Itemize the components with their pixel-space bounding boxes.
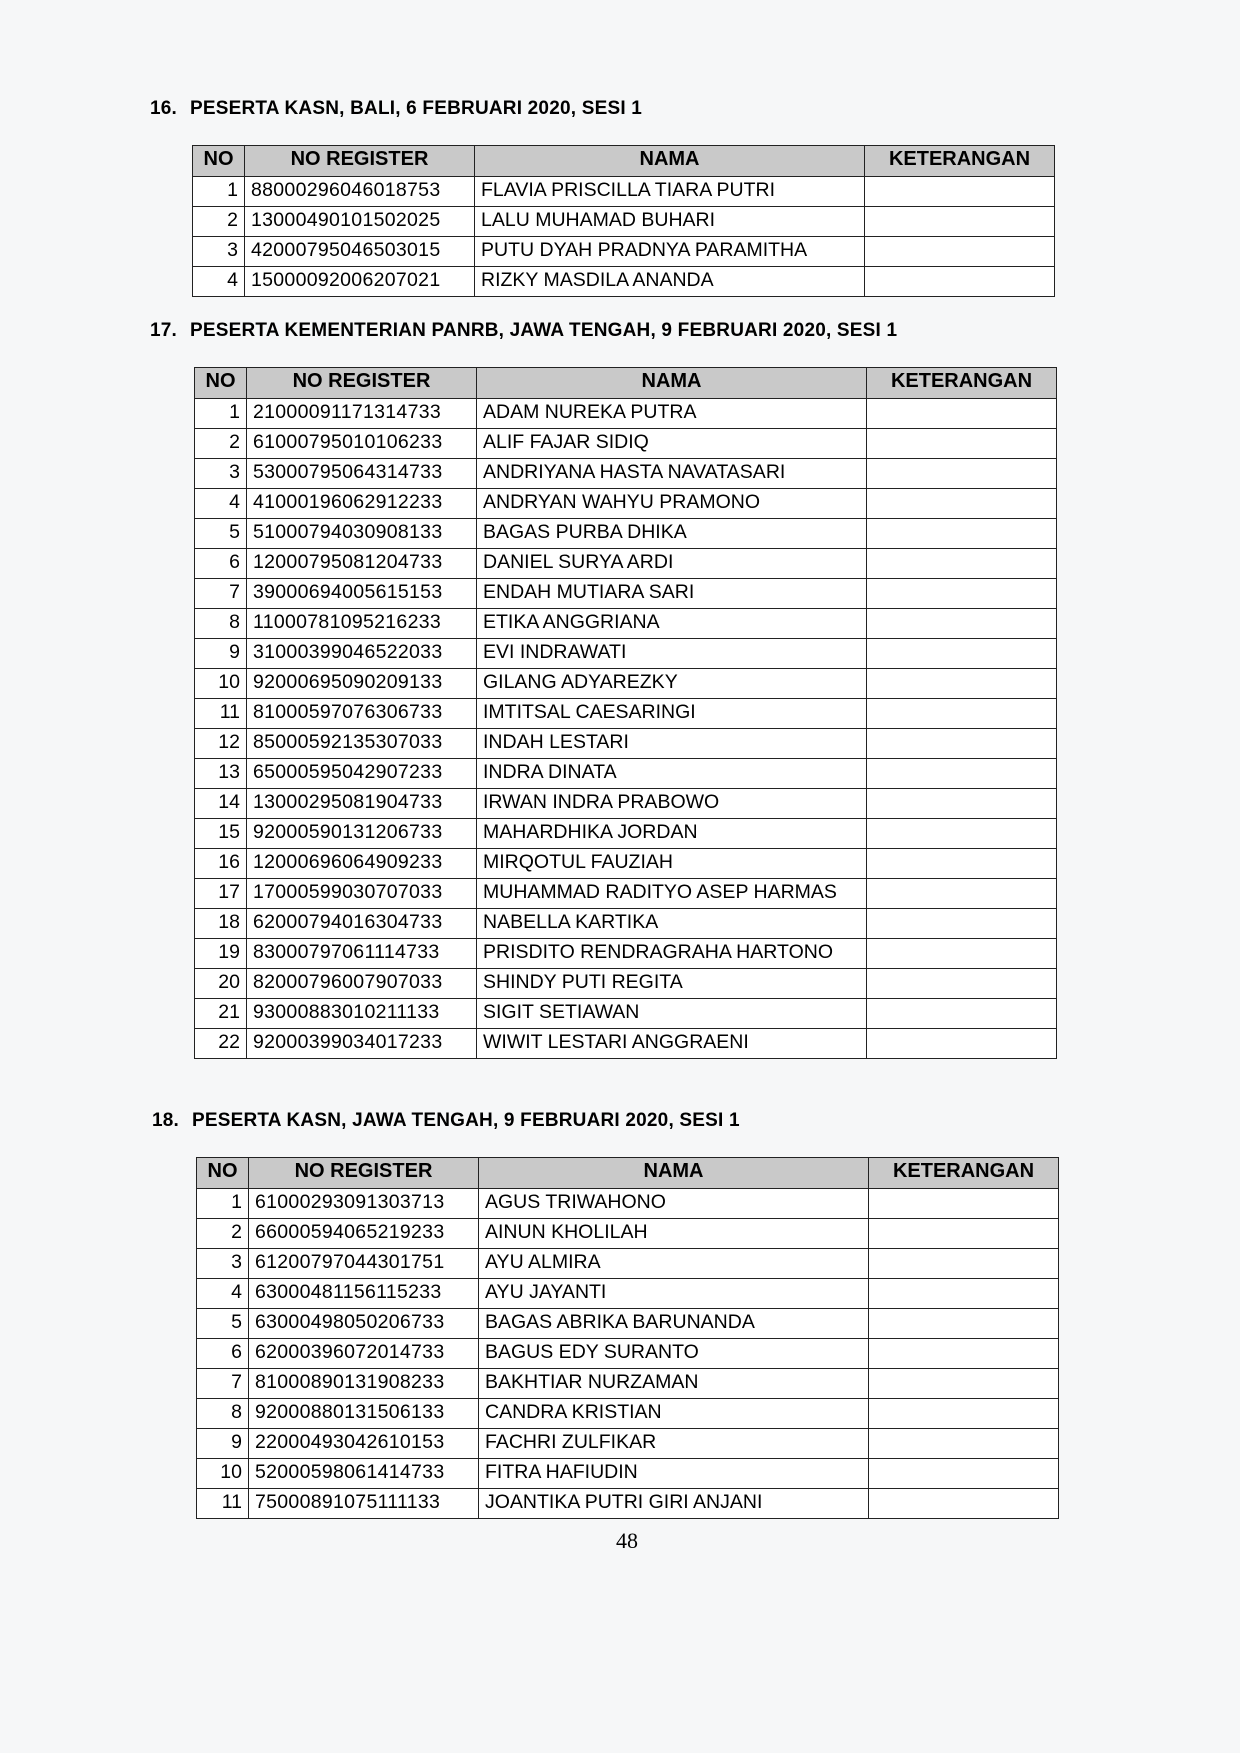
cell-no: 20 — [195, 969, 247, 999]
table-row — [193, 177, 1055, 207]
table-header-row — [193, 146, 1055, 177]
page-number: 48 — [616, 1528, 638, 1553]
cell-register: 52000598061414733 — [249, 1459, 479, 1489]
cell-keterangan — [869, 1249, 1059, 1279]
cell-keterangan — [867, 939, 1057, 969]
cell-nama: FLAVIA PRISCILLA TIARA PUTRI — [475, 177, 865, 207]
cell-nama: INDRA DINATA — [477, 759, 867, 789]
cell-keterangan — [869, 1399, 1059, 1429]
header-register: NO REGISTER — [245, 146, 475, 177]
cell-no: 19 — [195, 939, 247, 969]
table-row — [197, 1429, 1059, 1459]
cell-keterangan — [865, 237, 1055, 267]
table-header-row — [197, 1158, 1059, 1189]
table-row — [193, 207, 1055, 237]
cell-register: 22000493042610153 — [249, 1429, 479, 1459]
cell-nama: PRISDITO RENDRAGRAHA HARTONO — [477, 939, 867, 969]
header-keterangan: KETERANGAN — [865, 146, 1055, 177]
cell-nama: INDAH LESTARI — [477, 729, 867, 759]
cell-keterangan — [867, 909, 1057, 939]
cell-no: 4 — [193, 267, 245, 297]
table-row — [195, 399, 1057, 429]
table-row — [195, 729, 1057, 759]
section-number: 18. — [152, 1110, 180, 1131]
cell-nama: LALU MUHAMAD BUHARI — [475, 207, 865, 237]
table-row — [195, 609, 1057, 639]
cell-register: 92000399034017233 — [247, 1029, 477, 1059]
cell-nama: EVI INDRAWATI — [477, 639, 867, 669]
table-row — [197, 1279, 1059, 1309]
cell-no: 18 — [195, 909, 247, 939]
cell-keterangan — [867, 999, 1057, 1029]
header-register: NO REGISTER — [249, 1158, 479, 1189]
table-row — [195, 999, 1057, 1029]
cell-keterangan — [869, 1279, 1059, 1309]
cell-keterangan — [869, 1339, 1059, 1369]
header-keterangan: KETERANGAN — [867, 368, 1057, 399]
cell-no: 10 — [197, 1459, 249, 1489]
table-row — [197, 1309, 1059, 1339]
cell-no: 2 — [197, 1219, 249, 1249]
section-heading: PESERTA KASN, BALI, 6 FEBRUARI 2020, SESI 1 — [190, 98, 643, 119]
cell-nama: FITRA HAFIUDIN — [479, 1459, 869, 1489]
cell-register: 53000795064314733 — [247, 459, 477, 489]
cell-no: 5 — [195, 519, 247, 549]
roster-table — [196, 1157, 1059, 1519]
cell-nama: MIRQOTUL FAUZIAH — [477, 849, 867, 879]
section-number: 16. — [150, 98, 178, 119]
cell-no: 15 — [195, 819, 247, 849]
cell-register: 17000599030707033 — [247, 879, 477, 909]
header-nama: NAMA — [477, 368, 867, 399]
table-row — [195, 759, 1057, 789]
cell-register: 41000196062912233 — [247, 489, 477, 519]
cell-no: 6 — [195, 549, 247, 579]
cell-register: 62000794016304733 — [247, 909, 477, 939]
cell-register: 15000092006207021 — [245, 267, 475, 297]
cell-register: 75000891075111133 — [249, 1489, 479, 1519]
cell-keterangan — [867, 429, 1057, 459]
cell-no: 4 — [197, 1279, 249, 1309]
header-keterangan: KETERANGAN — [869, 1158, 1059, 1189]
cell-register: 39000694005615153 — [247, 579, 477, 609]
cell-register: 21000091171314733 — [247, 399, 477, 429]
table-row — [195, 969, 1057, 999]
table-row — [195, 639, 1057, 669]
cell-no: 8 — [195, 609, 247, 639]
cell-nama: IRWAN INDRA PRABOWO — [477, 789, 867, 819]
cell-keterangan — [867, 489, 1057, 519]
cell-no: 7 — [197, 1369, 249, 1399]
cell-register: 81000597076306733 — [247, 699, 477, 729]
cell-no: 1 — [195, 399, 247, 429]
cell-no: 21 — [195, 999, 247, 1029]
cell-register: 92000880131506133 — [249, 1399, 479, 1429]
cell-register: 88000296046018753 — [245, 177, 475, 207]
cell-no: 11 — [195, 699, 247, 729]
cell-register: 83000797061114733 — [247, 939, 477, 969]
table-row — [197, 1339, 1059, 1369]
cell-nama: JOANTIKA PUTRI GIRI ANJANI — [479, 1489, 869, 1519]
cell-nama: ETIKA ANGGRIANA — [477, 609, 867, 639]
cell-nama: AGUS TRIWAHONO — [479, 1189, 869, 1219]
cell-nama: IMTITSAL CAESARINGI — [477, 699, 867, 729]
cell-register: 11000781095216233 — [247, 609, 477, 639]
cell-no: 17 — [195, 879, 247, 909]
table-row — [197, 1219, 1059, 1249]
cell-nama: BAGAS ABRIKA BARUNANDA — [479, 1309, 869, 1339]
cell-no: 16 — [195, 849, 247, 879]
cell-no: 3 — [197, 1249, 249, 1279]
cell-keterangan — [867, 1029, 1057, 1059]
cell-no: 4 — [195, 489, 247, 519]
cell-keterangan — [867, 819, 1057, 849]
cell-nama: BAKHTIAR NURZAMAN — [479, 1369, 869, 1399]
cell-register: 12000696064909233 — [247, 849, 477, 879]
cell-nama: AYU ALMIRA — [479, 1249, 869, 1279]
section-heading: PESERTA KASN, JAWA TENGAH, 9 FEBRUARI 2020, SESI 1 — [192, 1110, 740, 1131]
cell-no: 6 — [197, 1339, 249, 1369]
cell-register: 51000794030908133 — [247, 519, 477, 549]
cell-keterangan — [867, 549, 1057, 579]
table-row — [195, 489, 1057, 519]
cell-keterangan — [867, 639, 1057, 669]
cell-no: 2 — [195, 429, 247, 459]
cell-nama: SIGIT SETIAWAN — [477, 999, 867, 1029]
cell-register: 65000595042907233 — [247, 759, 477, 789]
cell-nama: GILANG ADYAREZKY — [477, 669, 867, 699]
cell-no: 5 — [197, 1309, 249, 1339]
cell-nama: MUHAMMAD RADITYO ASEP HARMAS — [477, 879, 867, 909]
cell-keterangan — [867, 579, 1057, 609]
cell-no: 22 — [195, 1029, 247, 1059]
cell-keterangan — [867, 759, 1057, 789]
cell-no: 2 — [193, 207, 245, 237]
roster-table — [194, 367, 1057, 1059]
table-row — [193, 237, 1055, 267]
header-nama: NAMA — [475, 146, 865, 177]
cell-keterangan — [867, 519, 1057, 549]
header-nama: NAMA — [479, 1158, 869, 1189]
cell-keterangan — [865, 207, 1055, 237]
header-no: NO — [197, 1158, 249, 1189]
cell-keterangan — [867, 459, 1057, 489]
cell-nama: CANDRA KRISTIAN — [479, 1399, 869, 1429]
table-row — [195, 699, 1057, 729]
header-no: NO — [193, 146, 245, 177]
cell-no: 1 — [193, 177, 245, 207]
table-row — [195, 849, 1057, 879]
cell-register: 61200797044301751 — [249, 1249, 479, 1279]
cell-keterangan — [869, 1369, 1059, 1399]
cell-nama: WIWIT LESTARI ANGGRAENI — [477, 1029, 867, 1059]
cell-nama: DANIEL SURYA ARDI — [477, 549, 867, 579]
header-register: NO REGISTER — [247, 368, 477, 399]
cell-keterangan — [869, 1219, 1059, 1249]
section-16-title — [150, 98, 642, 120]
table-row — [195, 789, 1057, 819]
cell-keterangan — [867, 699, 1057, 729]
cell-no: 7 — [195, 579, 247, 609]
cell-no: 9 — [195, 639, 247, 669]
cell-keterangan — [869, 1189, 1059, 1219]
table-row — [195, 819, 1057, 849]
cell-nama: AINUN KHOLILAH — [479, 1219, 869, 1249]
cell-nama: MAHARDHIKA JORDAN — [477, 819, 867, 849]
cell-register: 93000883010211133 — [247, 999, 477, 1029]
table-row — [195, 519, 1057, 549]
cell-register: 63000498050206733 — [249, 1309, 479, 1339]
cell-keterangan — [865, 267, 1055, 297]
section-17-title — [150, 320, 897, 342]
cell-keterangan — [869, 1459, 1059, 1489]
cell-register: 92000590131206733 — [247, 819, 477, 849]
cell-register: 62000396072014733 — [249, 1339, 479, 1369]
table-row — [197, 1399, 1059, 1429]
table-row — [195, 429, 1057, 459]
table-row — [195, 669, 1057, 699]
cell-nama: FACHRI ZULFIKAR — [479, 1429, 869, 1459]
cell-keterangan — [869, 1489, 1059, 1519]
cell-no: 8 — [197, 1399, 249, 1429]
cell-nama: SHINDY PUTI REGITA — [477, 969, 867, 999]
table-row — [195, 1029, 1057, 1059]
cell-nama: RIZKY MASDILA ANANDA — [475, 267, 865, 297]
cell-keterangan — [869, 1309, 1059, 1339]
cell-register: 31000399046522033 — [247, 639, 477, 669]
table-row — [197, 1249, 1059, 1279]
table-row — [195, 579, 1057, 609]
cell-no: 10 — [195, 669, 247, 699]
cell-no: 14 — [195, 789, 247, 819]
cell-nama: BAGUS EDY SURANTO — [479, 1339, 869, 1369]
cell-nama: ADAM NUREKA PUTRA — [477, 399, 867, 429]
cell-no: 9 — [197, 1429, 249, 1459]
cell-keterangan — [867, 789, 1057, 819]
cell-register: 85000592135307033 — [247, 729, 477, 759]
table-header-row — [195, 368, 1057, 399]
cell-register: 13000490101502025 — [245, 207, 475, 237]
cell-keterangan — [867, 849, 1057, 879]
table-row — [197, 1459, 1059, 1489]
table-row — [197, 1489, 1059, 1519]
header-no: NO — [195, 368, 247, 399]
cell-register: 81000890131908233 — [249, 1369, 479, 1399]
cell-no: 13 — [195, 759, 247, 789]
table-row — [195, 879, 1057, 909]
cell-register: 92000695090209133 — [247, 669, 477, 699]
cell-keterangan — [865, 177, 1055, 207]
cell-keterangan — [867, 399, 1057, 429]
cell-nama: ANDRYAN WAHYU PRAMONO — [477, 489, 867, 519]
roster-table — [192, 145, 1055, 297]
table-row — [195, 459, 1057, 489]
cell-register: 13000295081904733 — [247, 789, 477, 819]
cell-register: 12000795081204733 — [247, 549, 477, 579]
cell-no: 1 — [197, 1189, 249, 1219]
section-number: 17. — [150, 320, 178, 341]
cell-nama: ENDAH MUTIARA SARI — [477, 579, 867, 609]
cell-keterangan — [867, 969, 1057, 999]
cell-nama: ANDRIYANA HASTA NAVATASARI — [477, 459, 867, 489]
table-row — [195, 549, 1057, 579]
cell-no: 3 — [193, 237, 245, 267]
cell-register: 63000481156115233 — [249, 1279, 479, 1309]
cell-keterangan — [867, 729, 1057, 759]
cell-no: 12 — [195, 729, 247, 759]
cell-nama: NABELLA KARTIKA — [477, 909, 867, 939]
cell-register: 61000293091303713 — [249, 1189, 479, 1219]
table-row — [193, 267, 1055, 297]
cell-register: 82000796007907033 — [247, 969, 477, 999]
cell-nama: ALIF FAJAR SIDIQ — [477, 429, 867, 459]
cell-keterangan — [867, 879, 1057, 909]
cell-keterangan — [869, 1429, 1059, 1459]
table-row — [195, 909, 1057, 939]
cell-register: 42000795046503015 — [245, 237, 475, 267]
cell-nama: AYU JAYANTI — [479, 1279, 869, 1309]
cell-keterangan — [867, 669, 1057, 699]
cell-no: 11 — [197, 1489, 249, 1519]
cell-nama: PUTU DYAH PRADNYA PARAMITHA — [475, 237, 865, 267]
cell-nama: BAGAS PURBA DHIKA — [477, 519, 867, 549]
section-18-title — [152, 1110, 740, 1132]
table-row — [197, 1369, 1059, 1399]
cell-register: 66000594065219233 — [249, 1219, 479, 1249]
table-row — [197, 1189, 1059, 1219]
cell-no: 3 — [195, 459, 247, 489]
table-row — [195, 939, 1057, 969]
section-heading: PESERTA KEMENTERIAN PANRB, JAWA TENGAH, 9 FEBRUARI 2020, SESI 1 — [190, 320, 898, 341]
cell-keterangan — [867, 609, 1057, 639]
cell-register: 61000795010106233 — [247, 429, 477, 459]
